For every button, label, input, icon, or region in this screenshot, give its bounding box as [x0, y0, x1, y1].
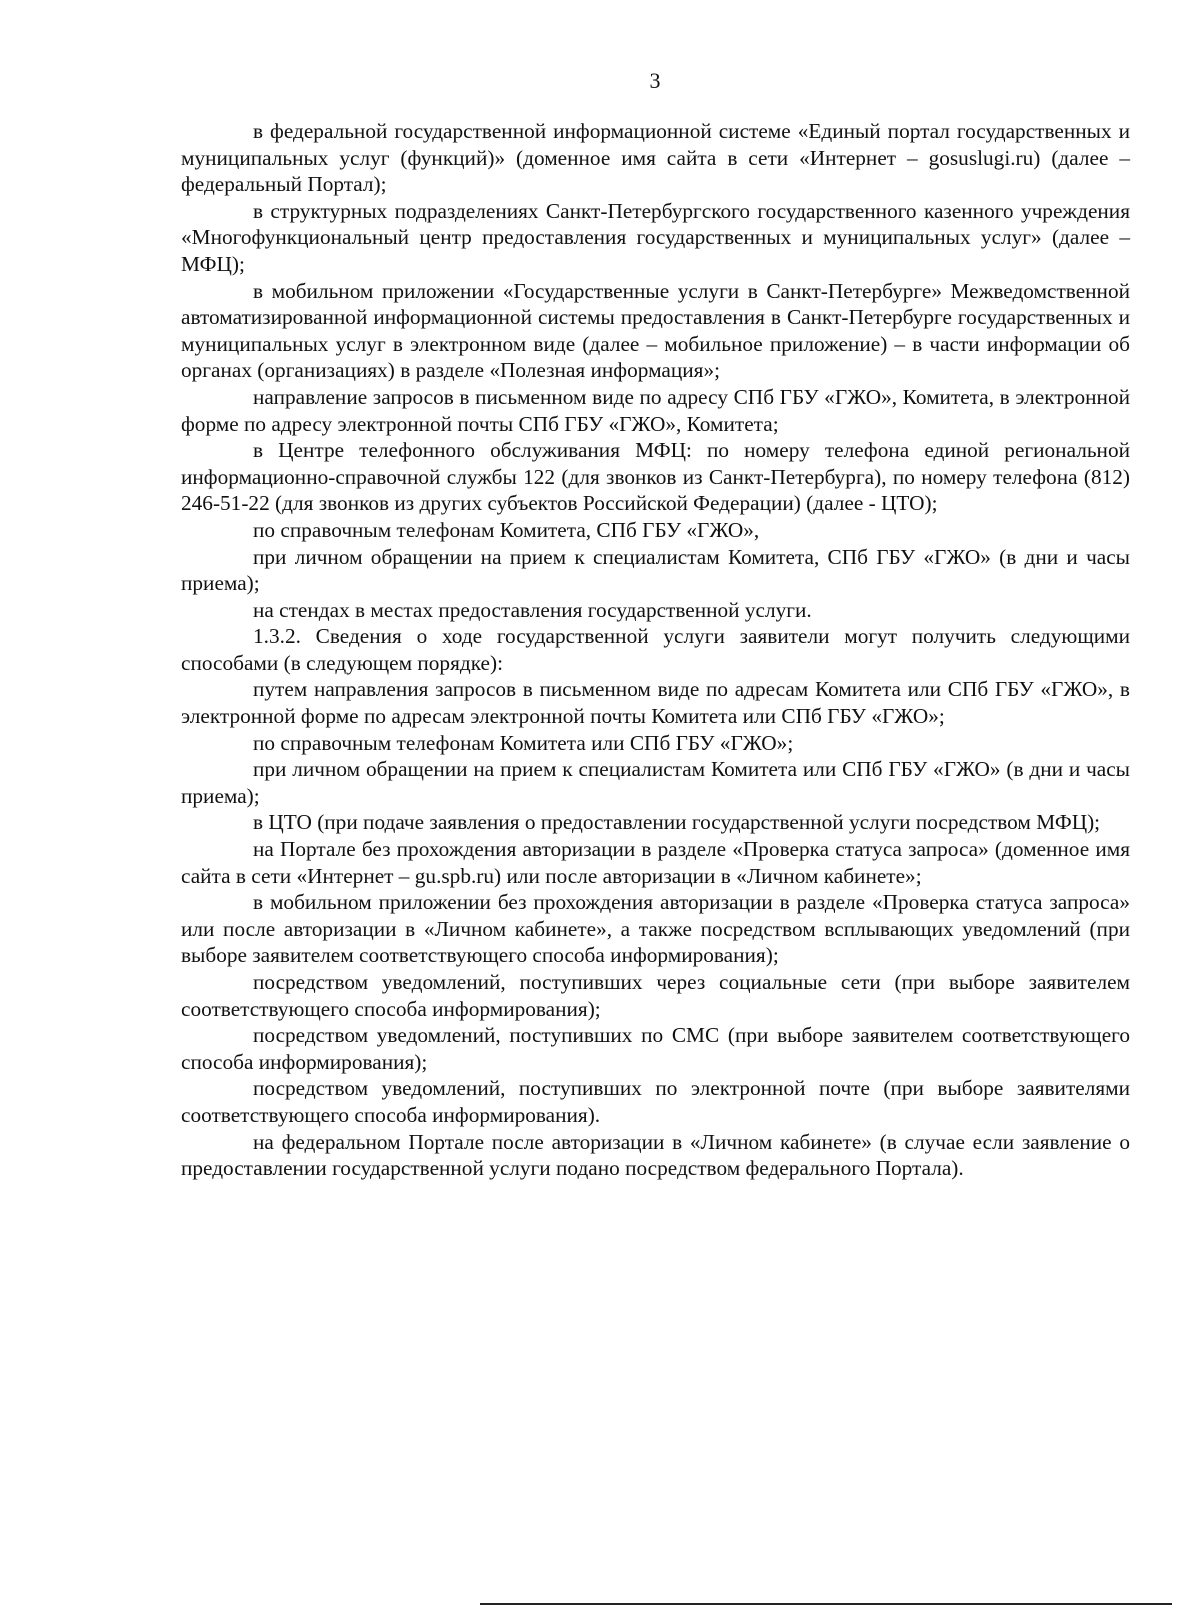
- paragraph: на Портале без прохождения авторизации в разделе «Проверка статуса запроса» (доменное имя сайта в сети «Интернет – gu.spb.ru) или после авторизации в «Личном кабинете»;: [181, 837, 1130, 888]
- page-number: 3: [649, 68, 661, 93]
- paragraph: на стендах в местах предоставления государственной услуги.: [253, 597, 812, 622]
- paragraph: посредством уведомлений, поступивших через социальные сети (при выборе заявителем соответствующего способа информирования);: [181, 970, 1130, 1021]
- paragraph: посредством уведомлений, поступивших по СМС (при выборе заявителем соответствующего способа информирования);: [181, 1023, 1130, 1074]
- paragraph: в мобильном приложении без прохождения авторизации в разделе «Проверка статуса запроса» или после авторизации в «Личном кабинете», а также посредством всплывающих уведомлений (при выборе заявителем соответствующего способа информирования);: [181, 890, 1130, 968]
- document-body: [181, 118, 1130, 1182]
- paragraph: в мобильном приложении «Государственные услуги в Санкт-Петербурге» Межведомственной автоматизированной информационной системы предоставления в Санкт-Петербурге государственных и муниципальных услуг в электронном виде (далее – мобильное приложение) – в части информации об органах (организациях) в разделе «Полезная информация»;: [181, 278, 1130, 383]
- paragraph: по справочным телефонам Комитета или СПб ГБУ «ГЖО»;: [253, 730, 794, 755]
- paragraph: 1.3.2. Сведения о ходе государственной услуги заявители могут получить следующими способами (в следующем порядке):: [181, 624, 1130, 675]
- paragraph: путем направления запросов в письменном виде по адресам Комитета или СПб ГБУ «ГЖО», в электронной форме по адресам электронной почты Комитета или СПб ГБУ «ГЖО»;: [181, 677, 1130, 729]
- paragraph: направление запросов в письменном виде по адресу СПб ГБУ «ГЖО», Комитета, в электронной форме по адресу электронной почты СПб ГБУ «ГЖО», Комитета;: [181, 384, 1130, 436]
- paragraph: в структурных подразделениях Санкт-Петербургского государственного казенного учреждения «Многофункциональный центр предоставления государственных и муниципальных услуг» (далее – МФЦ);: [181, 198, 1130, 276]
- paragraph: при личном обращении на прием к специалистам Комитета или СПб ГБУ «ГЖО» (в дни и часы приема);: [181, 757, 1130, 808]
- paragraph: при личном обращении на прием к специалистам Комитета, СПб ГБУ «ГЖО» (в дни и часы приема);: [181, 544, 1130, 596]
- bottom-divider-line: [480, 1603, 1172, 1605]
- paragraph: по справочным телефонам Комитета, СПб ГБУ «ГЖО»,: [253, 517, 760, 542]
- paragraph: в федеральной государственной информационной системе «Единый портал государственных и муниципальных услуг (функций)» (доменное имя сайта в сети «Интернет – gosuslugi.ru) (далее – федеральный Портал);: [181, 119, 1130, 197]
- paragraph: посредством уведомлений, поступивших по электронной почте (при выборе заявителями соответствующего способа информирования).: [181, 1076, 1130, 1127]
- paragraph: в ЦТО (при подаче заявления о предоставлении государственной услуги посредством МФЦ);: [253, 810, 1101, 835]
- paragraph: в Центре телефонного обслуживания МФЦ: по номеру телефона единой региональной информационно-справочной службы 122 (для звонков из Санкт-Петербурга), по номеру телефона (812) 246-51-22 (для звонков из других субъектов Российской Федерации) (далее - ЦТО);: [181, 438, 1130, 516]
- paragraph: на федеральном Портале после авторизации в «Личном кабинете» (в случае если заявление о предоставлении государственной услуги подано посредством федерального Портала).: [181, 1129, 1130, 1181]
